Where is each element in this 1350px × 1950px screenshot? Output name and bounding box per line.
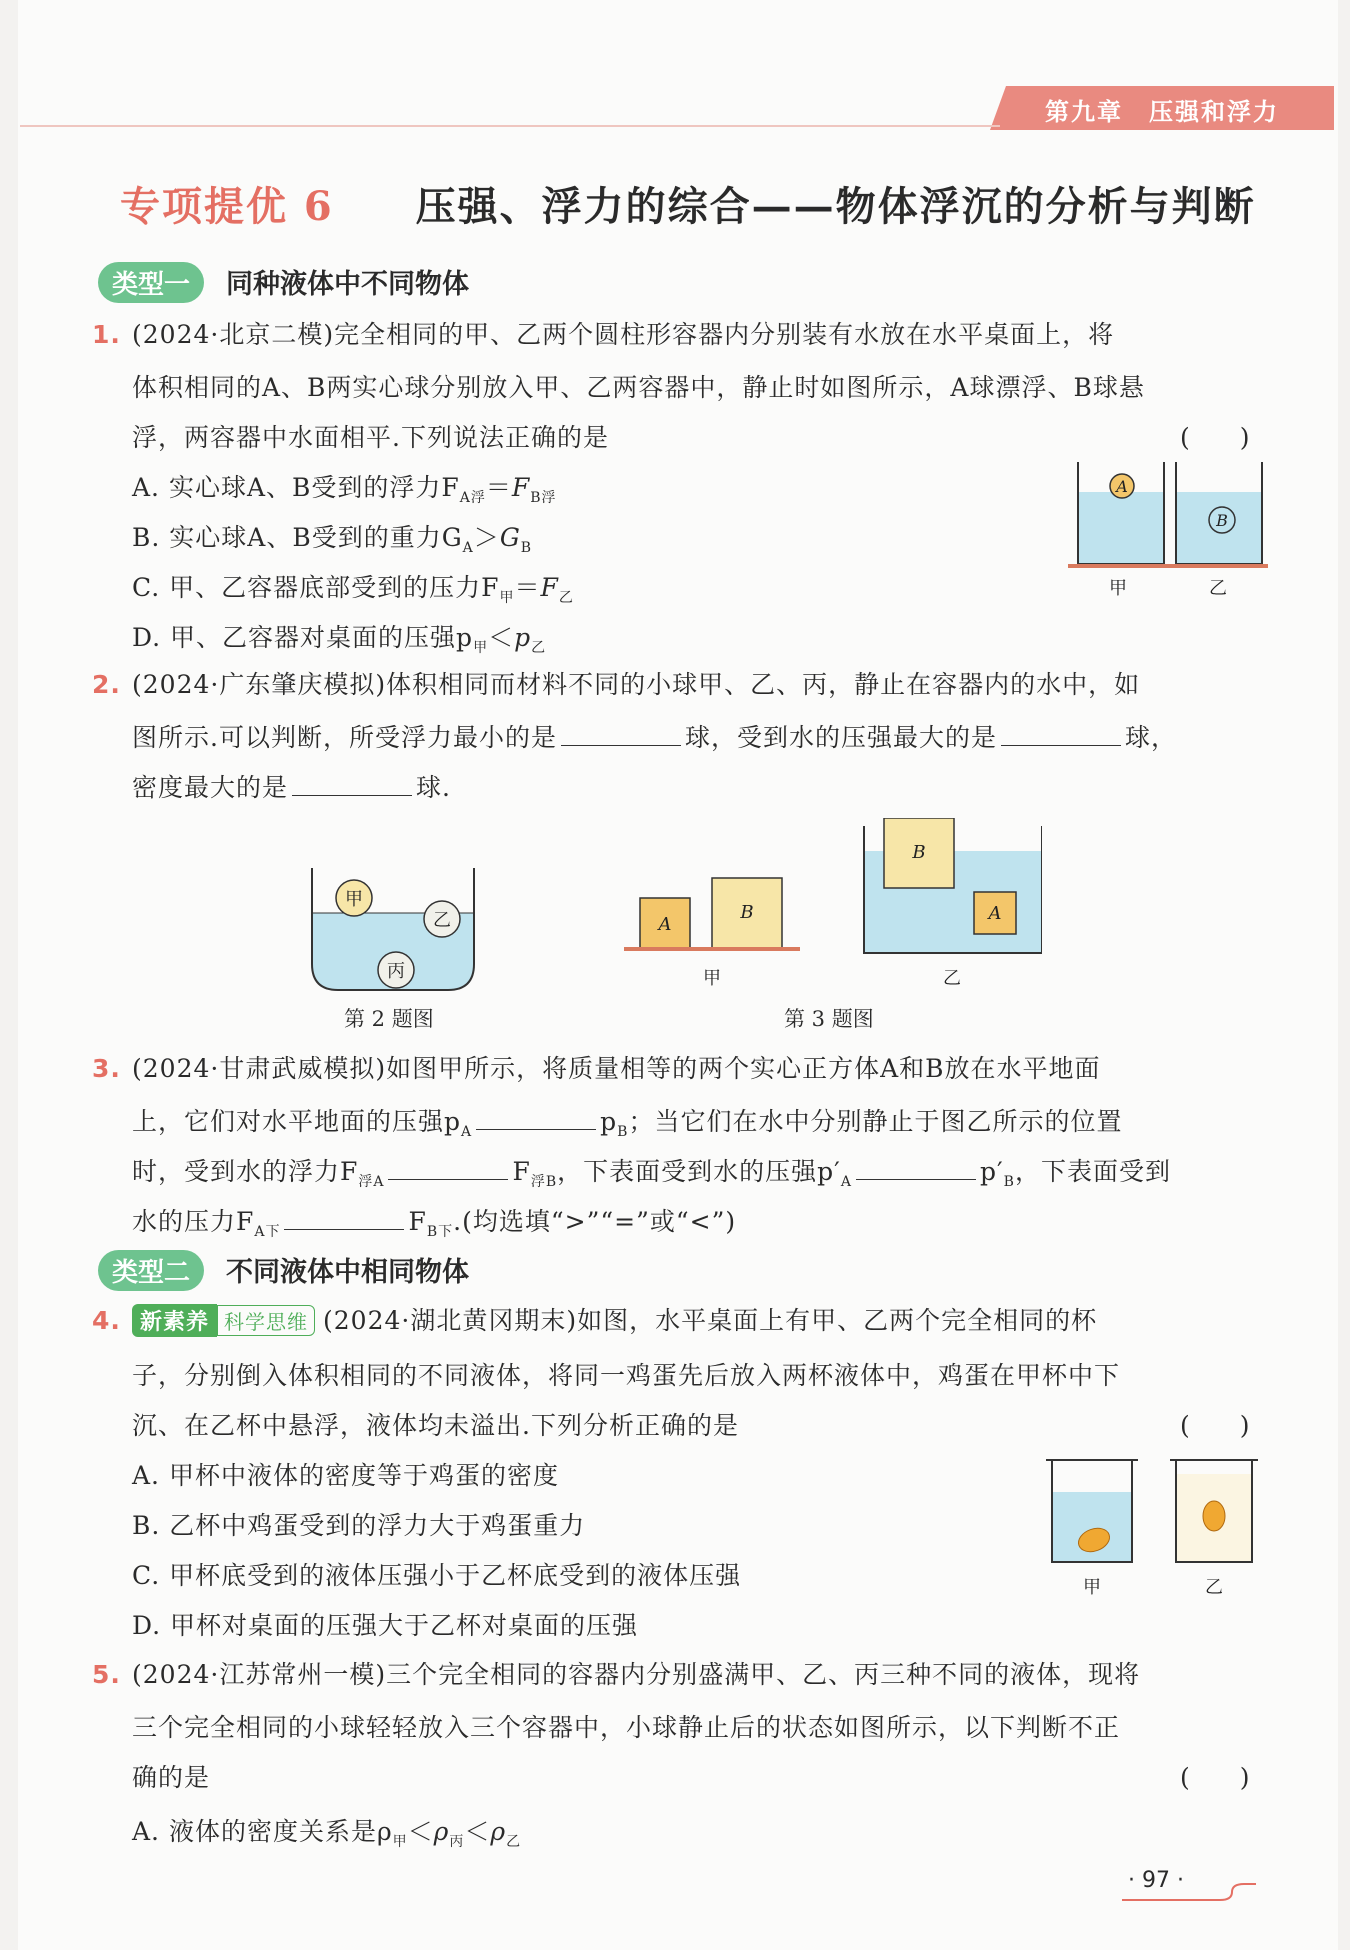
header-rule: [20, 125, 1000, 127]
section-title-2: 不同液体中相同物体: [226, 1257, 470, 1288]
q5-text-2: 三个完全相同的小球轻轻放入三个容器中，小球静止后的状态如图所示，以下判断不正: [132, 1713, 1121, 1742]
q4-option-b: B. 乙杯中鸡蛋受到的浮力大于鸡蛋重力: [132, 1511, 586, 1540]
q1-line1: [92, 310, 1262, 360]
q4-text-2: 子，分别倒入体积相同的不同液体，将同一鸡蛋先后放入两杯液体中，鸡蛋在甲杯中下: [132, 1361, 1121, 1390]
q3-text-3: 时，受到水的浮力$F_{浮A}$ $F_{浮B}$，下表面受到水的压强$p'_A$ $p'_B$，下表面受到: [132, 1157, 1171, 1190]
q3-blank-3[interactable]: [856, 1155, 976, 1180]
q2-number: 2.: [92, 670, 121, 699]
q1-answer-paren: ( ): [1180, 423, 1250, 452]
q1-option-d: D. 甲、乙容器对桌面的压强$p_甲<p_乙$: [132, 623, 547, 656]
q5-text-3: 确的是: [132, 1763, 211, 1792]
q4-line1: [92, 1296, 1262, 1346]
svg-text:甲: 甲: [1083, 1577, 1101, 1598]
svg-text:甲: 甲: [703, 968, 721, 988]
svg-text:B: B: [740, 902, 754, 923]
q5-line1: [92, 1650, 1262, 1700]
q2-figure-caption: 第 2 题图: [344, 1007, 434, 1031]
page-title: [120, 175, 1256, 232]
svg-text:乙: 乙: [1209, 578, 1227, 599]
q2-text-1: (2024·广东肇庆模拟)体积相同而材料不同的小球甲、乙、丙，静止在容器内的水中，如: [132, 670, 1141, 699]
q4-option-c: C. 甲杯底受到的液体压强小于乙杯底受到的液体压强: [132, 1561, 742, 1590]
q2-text-2: 图所示.可以判断，所受浮力最小的是 球，受到水的压强最大的是 球，: [132, 723, 1177, 752]
q3-figure: [622, 818, 1042, 988]
svg-text:A: A: [988, 903, 1002, 924]
q4-text-1: (2024·湖北黄冈期末)如图，水平桌面上有甲、乙两个完全相同的杯: [323, 1306, 1098, 1335]
q3-text-2: 上，它们对水平地面的压强$p_A$ $p_B$；当它们在水中分别静止于图乙所示的位置: [132, 1107, 1123, 1140]
q5-answer-paren: ( ): [1180, 1763, 1250, 1792]
title-prefix: 专项提优 6: [120, 183, 334, 230]
section-badge-1: 类型一: [98, 262, 204, 303]
q1-figure: [1068, 462, 1268, 602]
q2-figure: [308, 868, 478, 992]
q5-option-a: A. 液体的密度关系是$\rho_甲<\rho_丙<\rho_乙$: [132, 1817, 522, 1850]
q2-blank-2[interactable]: [1001, 721, 1121, 746]
svg-text:乙: 乙: [1205, 1577, 1223, 1598]
q1-option-a: A. 实心球A、B受到的浮力$F_{A浮}=F_{B浮}$: [132, 473, 557, 506]
q3-text-1: (2024·甘肃武威模拟)如图甲所示，将质量相等的两个实心正方体A和B放在水平地面: [132, 1054, 1101, 1083]
q3-blank-4[interactable]: [284, 1205, 404, 1230]
page-number-decoration: [1120, 1878, 1260, 1908]
q4-tag-new-literacy: 新素养: [132, 1304, 217, 1337]
q3-blank-1[interactable]: [476, 1105, 596, 1130]
section-heading-1: [98, 262, 469, 303]
q1-text-2: 体积相同的A、B两实心球分别放入甲、乙两容器中，静止时如图所示，A球漂浮、B球悬: [132, 373, 1145, 402]
section-title-1: 同种液体中不同物体: [226, 269, 470, 300]
svg-text:丙: 丙: [387, 961, 405, 982]
svg-text:乙: 乙: [433, 910, 451, 931]
q3-number: 3.: [92, 1054, 121, 1083]
q4-answer-paren: ( ): [1180, 1411, 1250, 1440]
q2-blank-3[interactable]: [292, 771, 412, 796]
svg-text:甲: 甲: [345, 889, 363, 910]
q4-number: 4.: [92, 1306, 121, 1335]
svg-text:甲: 甲: [1109, 578, 1127, 599]
q3-line1: [92, 1044, 1262, 1094]
svg-text:A: A: [658, 914, 672, 935]
q2-text-3: 密度最大的是 球.: [132, 773, 451, 802]
svg-text:B: B: [1216, 511, 1228, 530]
page-number: · 97 ·: [1128, 1868, 1184, 1893]
svg-text:乙: 乙: [943, 968, 961, 988]
q4-text-3: 沉、在乙杯中悬浮，液体均未溢出.下列分析正确的是: [132, 1411, 739, 1440]
q5-number: 5.: [92, 1660, 121, 1689]
q1-option-c: C. 甲、乙容器底部受到的压力$F_甲=F_乙$: [132, 573, 574, 606]
section-badge-2: 类型二: [98, 1250, 204, 1291]
title-text: 压强、浮力的综合——物体浮沉的分析与判断: [415, 183, 1256, 230]
q1-option-b: B. 实心球A、B受到的重力$G_A>G_B$: [132, 523, 533, 556]
svg-text:A: A: [1116, 477, 1128, 496]
q4-option-d: D. 甲杯对桌面的压强大于乙杯对桌面的压强: [132, 1611, 639, 1640]
chapter-tab: [990, 86, 1334, 130]
q1-text-3: 浮，两容器中水面相平.下列说法正确的是: [132, 423, 609, 452]
q3-figure-caption: 第 3 题图: [784, 1007, 874, 1031]
q3-text-4: 水的压力$F_{A下}$ $F_{B下}$.(均选填“>”“=”或“<”): [132, 1207, 737, 1240]
q2-blank-1[interactable]: [561, 721, 681, 746]
q5-text-1: (2024·江苏常州一模)三个完全相同的容器内分别盛满甲、乙、丙三种不同的液体，现将: [132, 1660, 1141, 1689]
q1-number: 1.: [92, 320, 121, 349]
section-heading-2: [98, 1250, 469, 1291]
q4-option-a: A. 甲杯中液体的密度等于鸡蛋的密度: [132, 1461, 559, 1490]
q3-blank-2[interactable]: [388, 1155, 508, 1180]
q4-tag-science-thinking: 科学思维: [217, 1305, 315, 1336]
q2-line1: [92, 660, 1262, 710]
q4-figure: [1042, 1452, 1268, 1598]
svg-text:B: B: [912, 842, 926, 863]
q1-text-1: (2024·北京二模)完全相同的甲、乙两个圆柱形容器内分别装有水放在水平桌面上，将: [132, 320, 1115, 349]
chapter-label: 第九章 压强和浮力: [1045, 98, 1279, 126]
